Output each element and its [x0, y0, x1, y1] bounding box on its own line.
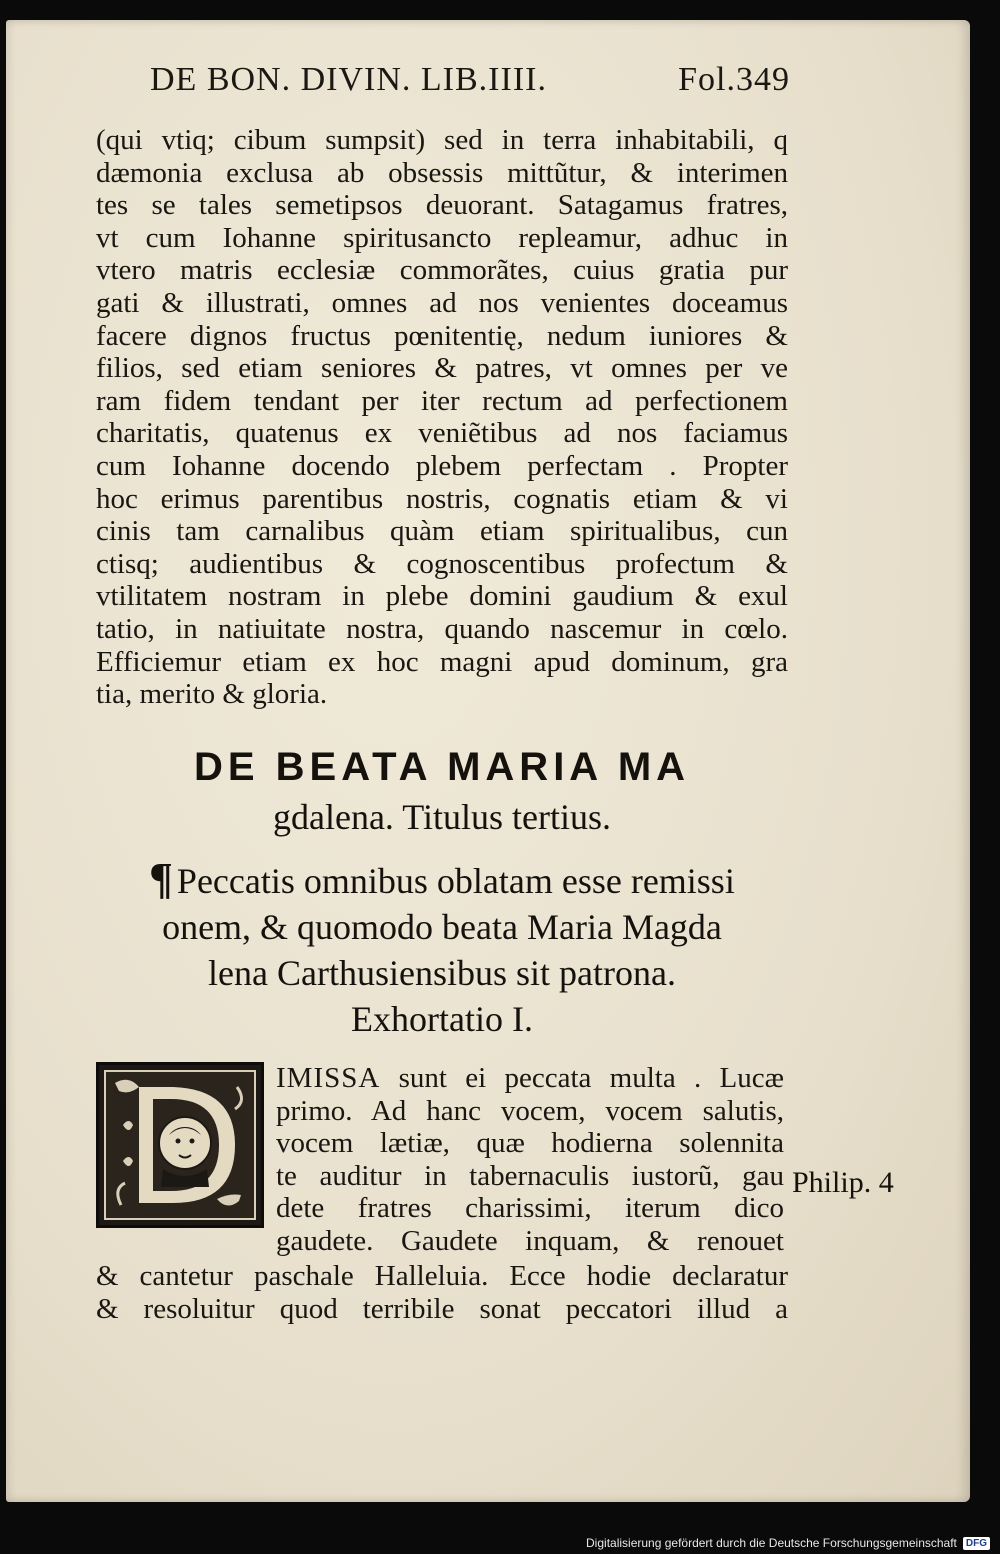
subject-line: Exhortatio I. — [351, 999, 533, 1039]
pilcrow-icon: ¶ — [149, 854, 173, 903]
text-line: tes se tales semetipsos deuorant. Satagamus fratres, — [96, 189, 788, 222]
subject-line-text: Peccatis omnibus oblatam esse remissi — [176, 861, 735, 901]
text-line: & cantetur paschale Halleluia. Ecce hodie declaratur — [96, 1260, 788, 1292]
text-line: ram fidem tendant per iter rectum ad perfectionem — [96, 384, 788, 417]
text-line: tatio, in natiuitate nostra, quando nascemur in cœlo. — [96, 612, 788, 645]
text-line: vt cum Iohanne spiritusancto repleamur, adhuc in — [96, 221, 788, 254]
text-line: ctisq; audientibus & cognoscentibus profectum & — [96, 547, 788, 580]
footer-credit: Digitalisierung gefördert durch die Deutsche Forschungsgemeinschaft — [586, 1536, 957, 1550]
text-line-rest: sunt ei peccata multa . Lucæ — [380, 1062, 784, 1094]
text-line: charitatis, quatenus ex veniẽtibus ad nos faciamus — [96, 417, 788, 450]
dfg-logo-icon: DFG — [963, 1537, 990, 1550]
opening-lines — [276, 1062, 784, 1258]
text-line: dæmonia exclusa ab obsessis mittũtur, & interimen — [96, 156, 788, 189]
text-line: primo. Ad hanc vocem, vocem salutis, — [276, 1094, 784, 1127]
text-line: Efficiemur etiam ex hoc magni apud dominum, gra — [96, 645, 788, 678]
text-line: tia, merito & gloria. — [96, 678, 328, 711]
text-line: te auditur in tabernaculis iustorũ, gau — [276, 1159, 784, 1192]
text-line: cum Iohanne docendo plebem perfectam . Propter — [96, 449, 788, 482]
text-line: facere dignos fructus pœnitentię, nedum iuniores & — [96, 319, 788, 352]
incipit-caps: IMISSA — [276, 1062, 381, 1094]
text-line: cinis tam carnalibus quàm etiam spiritualibus, cun — [96, 515, 788, 548]
chapter-title-line-1: DE BEATA MARIA MA — [193, 745, 691, 789]
chapter-title — [96, 742, 788, 842]
subject-line: lena Carthusiensibus sit patrona. — [208, 953, 676, 993]
folio-number: Fol.349 — [678, 61, 790, 98]
digitization-footer — [586, 1536, 990, 1550]
marginal-note: Philip. 4 — [792, 1166, 894, 1199]
running-head — [150, 60, 790, 100]
text-line: & resoluitur quod terribile sonat peccatori illud a — [96, 1292, 788, 1325]
chapter-subject — [96, 856, 788, 1042]
body-text — [96, 124, 788, 711]
subject-line — [96, 856, 788, 904]
text-line: dete fratres charissimi, iterum dico — [276, 1192, 784, 1225]
text-line: vocem lætiæ, quæ hodierna solennita — [276, 1127, 784, 1160]
chapter-title-line-2: gdalena. Titulus tertius. — [272, 797, 611, 837]
text-line: gati & illustrati, omnes ad nos venientes doceamus — [96, 286, 788, 319]
text-line: filios, sed etiam seniores & patres, vt omnes per ve — [96, 352, 788, 385]
text-line: (qui vtiq; cibum sumpsit) sed in terra inhabitabili, q — [96, 124, 788, 156]
text-line: hoc erimus parentibus nostris, cognatis etiam & vi — [96, 482, 788, 515]
text-line: vtilitatem nostram in plebe domini gaudium & exul — [96, 580, 788, 613]
decorated-initial — [96, 1062, 264, 1228]
running-head-title: DE BON. DIVIN. LIB.IIII. — [150, 61, 547, 98]
text-line: gaudete. Gaudete inquam, & renouet — [276, 1224, 784, 1257]
text-line — [276, 1062, 784, 1095]
opening-full-lines — [96, 1260, 788, 1325]
subject-line: onem, & quomodo beata Maria Magda — [162, 907, 722, 947]
text-line: vtero matris ecclesiæ commorãtes, cuius gratia pur — [96, 254, 788, 287]
decorated-initial-artwork — [99, 1065, 261, 1225]
